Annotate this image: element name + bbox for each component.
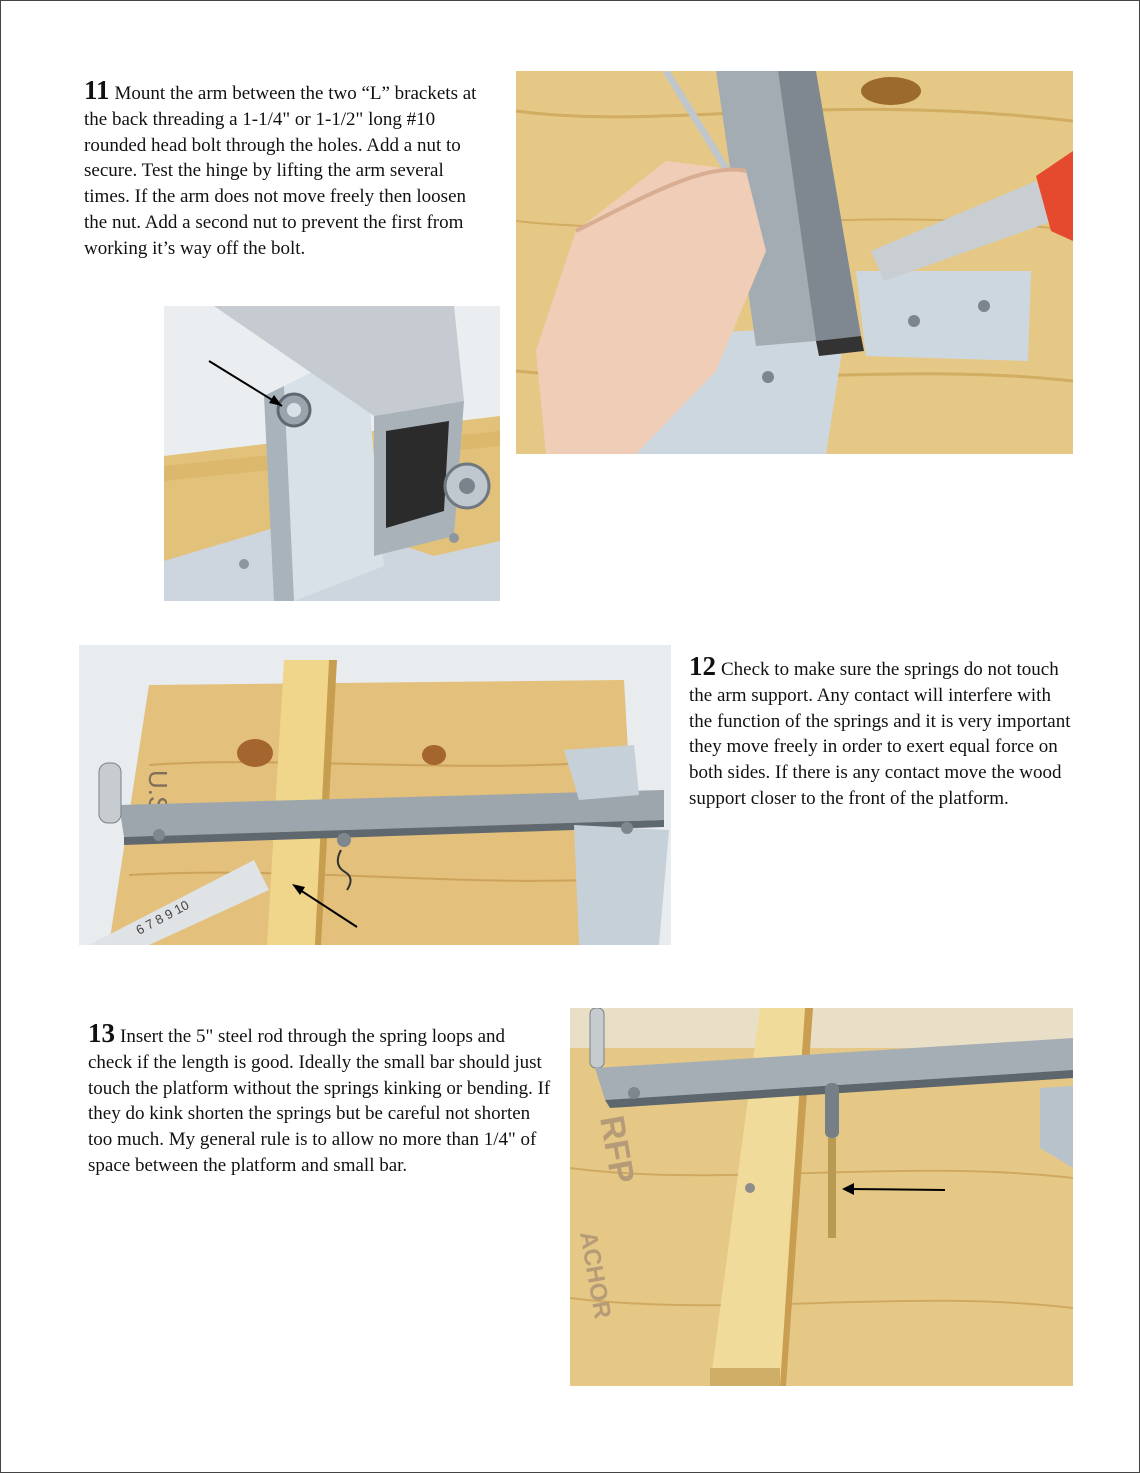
driver-photo-art <box>516 71 1073 454</box>
step-11-body: Mount the arm between the two “L” brackets at the back threading a 1-1/4" or 1-1/2" long #10 rounded head bolt through the holes. Add a nut to secure. Test the hinge by lifting the arm several times. If the arm does not move freely then loosen the nut. Add a second nut to prevent the first from working it’s way off the bolt. <box>84 83 477 259</box>
step-11-number: 11 <box>84 75 110 105</box>
step-13-photo <box>570 1008 1073 1386</box>
ruler-numbers: 6 7 8 9 10 <box>133 897 192 938</box>
step-11-driver-photo <box>516 71 1073 454</box>
step-12-photo <box>79 645 671 945</box>
arm-support-photo-art <box>79 645 671 945</box>
step-11-text <box>84 75 484 262</box>
step-13-body: Insert the 5" steel rod through the spring loops and check if the length is good. Ideally the small bar should just touch the platform without the springs kinking or bending. If they do kink shorten the springs but be careful not shorten too much. My general rule is to allow no more than 1/4" of space between the platform and small bar. <box>88 1026 551 1176</box>
step-12-number: 12 <box>689 651 716 681</box>
crate-stamp-achor: ACHOR <box>574 1229 616 1321</box>
step-12-text <box>689 651 1074 812</box>
step-11-hinge-photo <box>164 306 500 601</box>
crate-stamp-rfp: RFP <box>592 1112 642 1187</box>
hinge-photo-art <box>164 306 500 601</box>
step-13-text <box>88 1018 553 1179</box>
step-13-number: 13 <box>88 1018 115 1048</box>
steel-rod-photo-art <box>570 1008 1073 1386</box>
step-12-body: Check to make sure the springs do not touch the arm support. Any contact will interfere with the function of the springs and it is very important they move freely in order to exert equal force on both sides. If there is any contact move the wood support closer to the front of the platform. <box>689 659 1071 809</box>
